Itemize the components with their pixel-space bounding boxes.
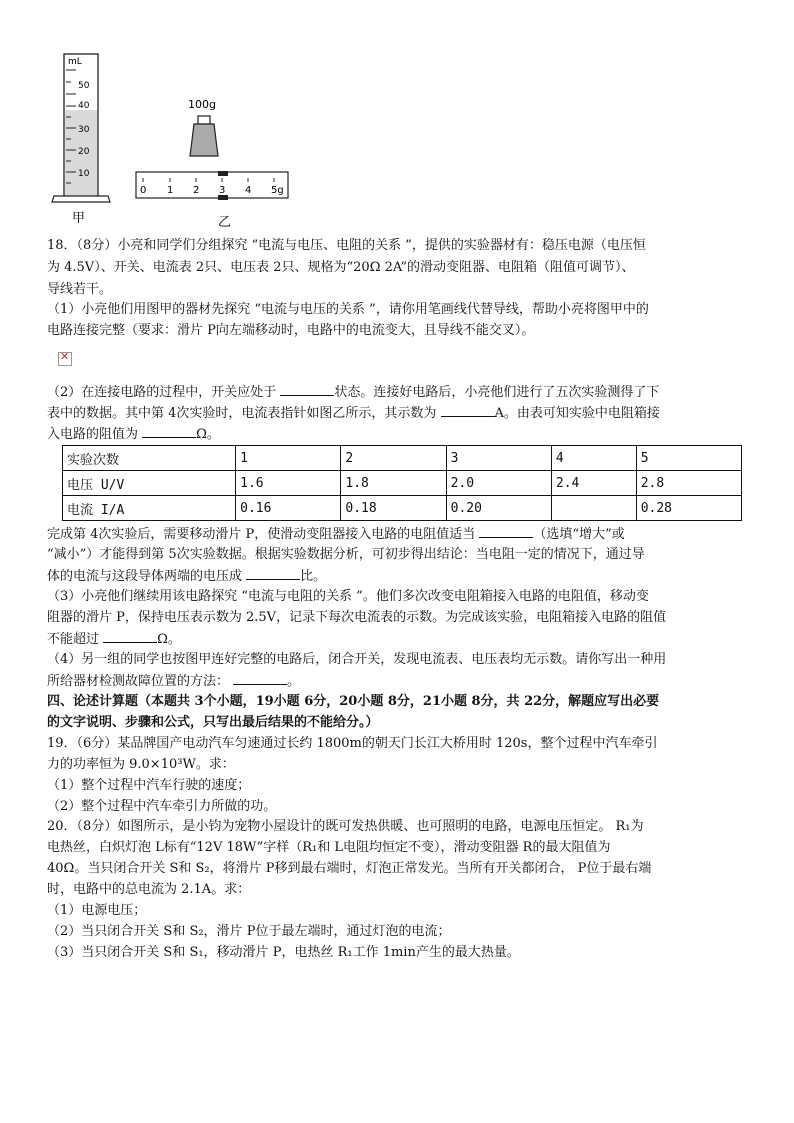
q19-line: 力的功率恒为 9.0×10³W。求： <box>47 757 235 772</box>
section-heading: 的文字说明、步骤和公式，只写出最后结果的不能给分。） <box>47 715 379 730</box>
text-segment: 表中的数据。其中第 4次实验时，电流表指针如图乙所示，其示数为 <box>47 406 441 421</box>
answer-blank[interactable] <box>246 566 300 580</box>
q19-line: （1）整个过程中汽车行驶的速度； <box>47 778 251 793</box>
answer-blank[interactable] <box>441 403 495 417</box>
cylinder-unit: mL <box>68 57 82 67</box>
q18-after-line: “减小”）才能得到第 5次实验数据。根据实验数据分析，可初步得出结论：当电阻一定的情况下，通过导 <box>47 547 645 562</box>
table-cell: 电压 U/V <box>63 471 236 496</box>
caption-left: 甲 <box>72 211 86 226</box>
data-table <box>62 445 742 521</box>
table-cell: 2.0 <box>446 471 551 496</box>
q19-line: 19．（6分）某品牌国产电动汽车匀速通过长约 1800m的朝天门长江大桥用时 120s，整个过程中汽车牵引 <box>47 736 658 751</box>
q18-intro-line: 导线若干。 <box>47 282 113 297</box>
q18-part2-line <box>47 424 747 445</box>
q20-line: 时，电路中的总电流为 2.1A。求： <box>47 882 251 897</box>
q18-intro-line: 18．（8分）小亮和同学们分组探究 “电流与电压、电阻的关系 ”，提供的实验器材有：稳压电源（电压恒 <box>47 238 646 253</box>
q19-line: （2）整个过程中汽车牵引力所做的功。 <box>47 799 277 814</box>
balance-ruler <box>136 171 288 200</box>
text-segment: 。 <box>287 674 301 689</box>
table-cell <box>551 496 636 521</box>
q18-part2-line <box>47 382 747 403</box>
text-segment: 不能超过 <box>47 632 104 647</box>
cylinder-tick: 50 <box>78 81 90 91</box>
table-cell: 1.8 <box>341 471 446 496</box>
text-segment: 入电路的阻值为 <box>47 427 143 442</box>
ruler-tick: 5g <box>271 185 284 196</box>
weight-label: 100g <box>188 98 216 111</box>
ruler-tick: 3 <box>219 185 226 196</box>
ruler-tick: 1 <box>167 185 174 196</box>
section-heading: 四、论述计算题（本题共 3个小题，19小题 6分，20小题 8分，21小题 8分，共 22分，解题应写出必要 <box>47 694 660 709</box>
q18-part1-line: 电路连接完整（要求：滑片 P向左端移动时，电路中的电流变大，且导线不能交叉）。 <box>47 323 535 338</box>
q20-line: 20．（8分）如图所示，是小钧为宠物小屋设计的既可发热供暖、也可照明的电路，电源电压恒定。 R₁为 <box>47 819 644 834</box>
table-cell: 电流 I/A <box>63 496 236 521</box>
q18-part3-line <box>47 629 747 650</box>
q18-intro-line: 为 4.5V）、开关、电流表 2只、电压表 2只、规格为“20Ω 2A”的滑动变阻器、电阻箱（阻值可调节）、 <box>47 260 635 275</box>
table-cell: 0.28 <box>636 496 741 521</box>
q20-line: （1）电源电压； <box>47 903 147 918</box>
text-segment: Ω。 <box>157 632 181 647</box>
table-cell: 1 <box>236 446 341 471</box>
q18-part2-line <box>47 403 747 424</box>
cylinder-tick: 10 <box>78 169 90 179</box>
text-segment: （2）在连接电路的过程中，开关应处于 <box>47 385 281 400</box>
ruler-tick: 2 <box>193 185 200 196</box>
cylinder-tick: 40 <box>78 101 90 111</box>
text-segment: 状态。连接好电路后，小亮他们进行了五次实验测得了下 <box>334 385 660 400</box>
table-cell: 0.18 <box>341 496 446 521</box>
caption-right: 乙 <box>218 215 232 230</box>
table-cell: 2.8 <box>636 471 741 496</box>
answer-blank[interactable] <box>233 671 287 685</box>
cylinder-tick: 30 <box>78 125 90 135</box>
answer-blank[interactable] <box>280 382 334 396</box>
q20-line: （2）当只闭合开关 S和 S₂，滑片 P位于最左端时，通过灯泡的电流； <box>47 924 451 939</box>
q20-line: 电热丝，白炽灯泡 L标有“12V 18W”字样（R₁和 L电阻均恒定不变），滑动变阻器 R的最大阻值为 <box>47 840 611 855</box>
table-row <box>63 496 742 521</box>
text-segment: A。由表可知实验中电阻箱接 <box>494 406 660 421</box>
graduated-cylinder <box>52 54 110 202</box>
answer-blank[interactable] <box>103 629 157 643</box>
table-cell: 5 <box>636 446 741 471</box>
table-cell: 3 <box>446 446 551 471</box>
answer-blank[interactable] <box>479 524 533 538</box>
table-row <box>63 446 742 471</box>
q18-after-line <box>47 524 747 545</box>
ruler-tick: 4 <box>245 185 252 196</box>
q18-part4-line <box>47 671 747 692</box>
q18-part4-line: （4）另一组的同学也按图甲连好完整的电路后，闭合开关，发现电流表、电压表均无示数。请你写出一种用 <box>47 652 667 667</box>
q18-after-line <box>47 566 747 587</box>
q18-part3-line: （3）小亮他们继续用该电路探究 “电流与电阻的关系 ”。他们多次改变电阻箱接入电路的电阻值，移动变 <box>47 589 649 604</box>
q20-line: 40Ω。当只闭合开关 S和 S₂，将滑片 P移到最右端时，灯泡正常发光。当所有开关都闭合， P位于最右端 <box>47 861 652 876</box>
weight-icon <box>188 98 218 156</box>
table-cell: 4 <box>551 446 636 471</box>
cylinder-tick: 20 <box>78 147 90 157</box>
q18-part3-line: 阻器的滑片 P，保持电压表示数为 2.5V，记录下每次电流表的示数。为完成该实验，电阻箱接入电路的阻值 <box>47 610 667 625</box>
table-cell: 0.20 <box>446 496 551 521</box>
table-cell: 0.16 <box>236 496 341 521</box>
text-segment: 所给器材检测故障位置的方法： <box>47 674 234 689</box>
table-cell: 2 <box>341 446 446 471</box>
table-cell: 1.6 <box>236 471 341 496</box>
q20-line: （3）当只闭合开关 S和 S₁，移动滑片 P，电热丝 R₁工作 1min产生的最大热量。 <box>47 945 520 960</box>
answer-blank[interactable] <box>142 424 196 438</box>
experiment-figure <box>40 50 300 230</box>
q18-part1-line: （1）小亮他们用图甲的器材先探究 “电流与电压的关系 ”，请你用笔画线代替导线，帮助小亮将图甲中的 <box>47 302 649 317</box>
text-segment: （选填“增大”或 <box>533 527 625 542</box>
text-segment: Ω。 <box>196 427 220 442</box>
ruler-tick: 0 <box>140 185 147 196</box>
text-segment: 完成第 4次实验后，需要移动滑片 P，使滑动变阻器接入电路的电阻值适当 <box>47 527 480 542</box>
text-segment: 比。 <box>300 569 327 584</box>
table-cell: 2.4 <box>551 471 636 496</box>
table-cell: 实验次数 <box>63 446 236 471</box>
table-row <box>63 471 742 496</box>
text-segment: 体的电流与这段导体两端的电压成 <box>47 569 247 584</box>
broken-image-icon <box>58 352 72 366</box>
